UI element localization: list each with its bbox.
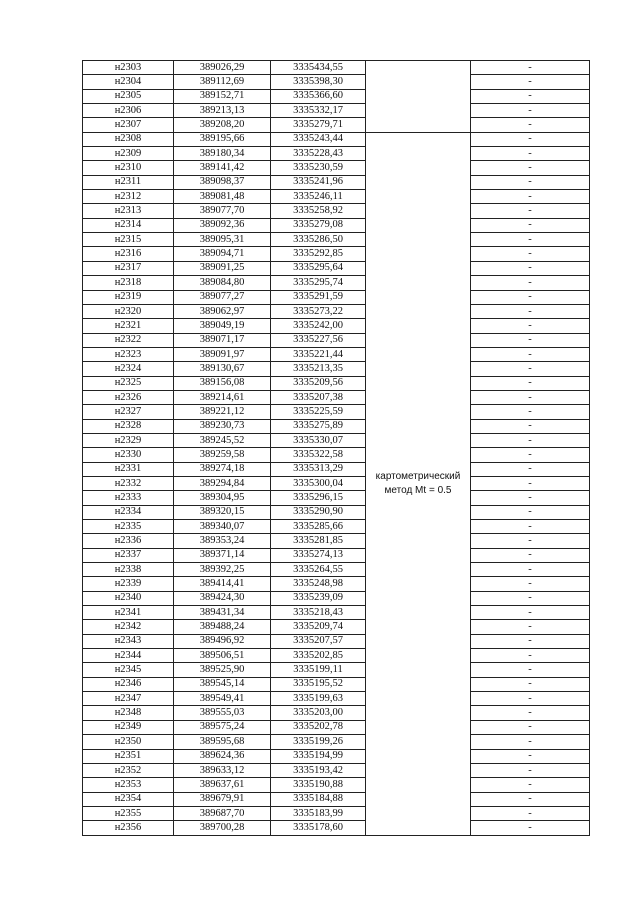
accuracy-cell: - [471, 261, 590, 275]
accuracy-cell: - [471, 276, 590, 290]
y-coordinate-cell: 3335279,71 [271, 118, 366, 132]
point-name-cell: н2322 [83, 333, 174, 347]
y-coordinate-cell: 3335366,60 [271, 89, 366, 103]
x-coordinate-cell: 389081,48 [174, 190, 271, 204]
y-coordinate-cell: 3335178,60 [271, 821, 366, 835]
x-coordinate-cell: 389392,25 [174, 563, 271, 577]
point-name-cell: н2350 [83, 735, 174, 749]
table-row [83, 276, 590, 290]
accuracy-cell: - [471, 132, 590, 146]
y-coordinate-cell: 3335202,85 [271, 649, 366, 663]
table-row [83, 132, 590, 146]
point-name-cell: н2351 [83, 749, 174, 763]
point-name-cell: н2342 [83, 620, 174, 634]
accuracy-cell: - [471, 347, 590, 361]
accuracy-cell: - [471, 462, 590, 476]
accuracy-cell: - [471, 534, 590, 548]
table-row [83, 491, 590, 505]
y-coordinate-cell: 3335242,00 [271, 319, 366, 333]
point-name-cell: н2307 [83, 118, 174, 132]
x-coordinate-cell: 389213,13 [174, 104, 271, 118]
y-coordinate-cell: 3335300,04 [271, 476, 366, 490]
y-coordinate-cell: 3335330,07 [271, 433, 366, 447]
table-row [83, 476, 590, 490]
x-coordinate-cell: 389156,08 [174, 376, 271, 390]
accuracy-cell: - [471, 233, 590, 247]
table-row [83, 778, 590, 792]
point-name-cell: н2310 [83, 161, 174, 175]
point-name-cell: н2347 [83, 692, 174, 706]
y-coordinate-cell: 3335218,43 [271, 606, 366, 620]
table-row [83, 692, 590, 706]
table-row [83, 319, 590, 333]
x-coordinate-cell: 389414,41 [174, 577, 271, 591]
method-cell: картометрический метод Mt = 0.5 [366, 132, 471, 835]
table-row [83, 390, 590, 404]
point-name-cell: н2325 [83, 376, 174, 390]
x-coordinate-cell: 389431,34 [174, 606, 271, 620]
table-row [83, 405, 590, 419]
x-coordinate-cell: 389424,30 [174, 591, 271, 605]
accuracy-cell: - [471, 806, 590, 820]
y-coordinate-cell: 3335275,89 [271, 419, 366, 433]
point-name-cell: н2337 [83, 548, 174, 562]
x-coordinate-cell: 389152,71 [174, 89, 271, 103]
x-coordinate-cell: 389371,14 [174, 548, 271, 562]
point-name-cell: н2314 [83, 218, 174, 232]
point-name-cell: н2333 [83, 491, 174, 505]
y-coordinate-cell: 3335183,99 [271, 806, 366, 820]
accuracy-cell: - [471, 548, 590, 562]
table-row [83, 763, 590, 777]
point-name-cell: н2328 [83, 419, 174, 433]
accuracy-cell: - [471, 720, 590, 734]
point-name-cell: н2324 [83, 362, 174, 376]
accuracy-cell: - [471, 118, 590, 132]
table-row [83, 190, 590, 204]
x-coordinate-cell: 389575,24 [174, 720, 271, 734]
x-coordinate-cell: 389092,36 [174, 218, 271, 232]
x-coordinate-cell: 389294,84 [174, 476, 271, 490]
point-name-cell: н2355 [83, 806, 174, 820]
accuracy-cell: - [471, 448, 590, 462]
x-coordinate-cell: 389112,69 [174, 75, 271, 89]
y-coordinate-cell: 3335241,96 [271, 175, 366, 189]
point-name-cell: н2330 [83, 448, 174, 462]
table-row [83, 634, 590, 648]
y-coordinate-cell: 3335199,26 [271, 735, 366, 749]
point-name-cell: н2356 [83, 821, 174, 835]
table-row [83, 706, 590, 720]
y-coordinate-cell: 3335213,35 [271, 362, 366, 376]
y-coordinate-cell: 3335221,44 [271, 347, 366, 361]
x-coordinate-cell: 389525,90 [174, 663, 271, 677]
point-name-cell: н2313 [83, 204, 174, 218]
point-name-cell: н2348 [83, 706, 174, 720]
table-row [83, 347, 590, 361]
table-row [83, 75, 590, 89]
y-coordinate-cell: 3335209,56 [271, 376, 366, 390]
table-row [83, 376, 590, 390]
accuracy-cell: - [471, 663, 590, 677]
table-row [83, 792, 590, 806]
y-coordinate-cell: 3335434,55 [271, 61, 366, 75]
accuracy-cell: - [471, 649, 590, 663]
x-coordinate-cell: 389098,37 [174, 175, 271, 189]
point-name-cell: н2331 [83, 462, 174, 476]
x-coordinate-cell: 389091,97 [174, 347, 271, 361]
y-coordinate-cell: 3335190,88 [271, 778, 366, 792]
accuracy-cell: - [471, 147, 590, 161]
table-row [83, 505, 590, 519]
x-coordinate-cell: 389545,14 [174, 677, 271, 691]
table-row [83, 462, 590, 476]
accuracy-cell: - [471, 491, 590, 505]
x-coordinate-cell: 389077,70 [174, 204, 271, 218]
table-row [83, 548, 590, 562]
accuracy-cell: - [471, 362, 590, 376]
point-name-cell: н2329 [83, 433, 174, 447]
x-coordinate-cell: 389141,42 [174, 161, 271, 175]
table-row [83, 89, 590, 103]
point-name-cell: н2304 [83, 75, 174, 89]
accuracy-cell: - [471, 247, 590, 261]
accuracy-cell: - [471, 75, 590, 89]
point-name-cell: н2319 [83, 290, 174, 304]
y-coordinate-cell: 3335295,64 [271, 261, 366, 275]
table-row [83, 591, 590, 605]
table-row [83, 677, 590, 691]
x-coordinate-cell: 389549,41 [174, 692, 271, 706]
x-coordinate-cell: 389496,92 [174, 634, 271, 648]
x-coordinate-cell: 389506,51 [174, 649, 271, 663]
accuracy-cell: - [471, 606, 590, 620]
y-coordinate-cell: 3335246,11 [271, 190, 366, 204]
accuracy-cell: - [471, 433, 590, 447]
table-row [83, 218, 590, 232]
table-row [83, 290, 590, 304]
point-name-cell: н2346 [83, 677, 174, 691]
accuracy-cell: - [471, 735, 590, 749]
table-row [83, 419, 590, 433]
accuracy-cell: - [471, 333, 590, 347]
table-row [83, 433, 590, 447]
x-coordinate-cell: 389245,52 [174, 433, 271, 447]
accuracy-cell: - [471, 520, 590, 534]
y-coordinate-cell: 3335227,56 [271, 333, 366, 347]
table-row [83, 118, 590, 132]
point-name-cell: н2316 [83, 247, 174, 261]
accuracy-cell: - [471, 390, 590, 404]
point-name-cell: н2341 [83, 606, 174, 620]
table-row [83, 749, 590, 763]
y-coordinate-cell: 3335207,57 [271, 634, 366, 648]
point-name-cell: н2323 [83, 347, 174, 361]
y-coordinate-cell: 3335332,17 [271, 104, 366, 118]
point-name-cell: н2326 [83, 390, 174, 404]
point-name-cell: н2332 [83, 476, 174, 490]
accuracy-cell: - [471, 218, 590, 232]
table-row [83, 147, 590, 161]
accuracy-cell: - [471, 692, 590, 706]
accuracy-cell: - [471, 419, 590, 433]
table-row [83, 261, 590, 275]
point-name-cell: н2305 [83, 89, 174, 103]
y-coordinate-cell: 3335290,90 [271, 505, 366, 519]
y-coordinate-cell: 3335199,11 [271, 663, 366, 677]
table-row [83, 663, 590, 677]
x-coordinate-cell: 389304,95 [174, 491, 271, 505]
point-name-cell: н2339 [83, 577, 174, 591]
table-row [83, 720, 590, 734]
point-name-cell: н2321 [83, 319, 174, 333]
point-name-cell: н2308 [83, 132, 174, 146]
x-coordinate-cell: 389340,07 [174, 520, 271, 534]
x-coordinate-cell: 389094,71 [174, 247, 271, 261]
point-name-cell: н2336 [83, 534, 174, 548]
accuracy-cell: - [471, 161, 590, 175]
accuracy-cell: - [471, 778, 590, 792]
table-row [83, 577, 590, 591]
accuracy-cell: - [471, 591, 590, 605]
accuracy-cell: - [471, 376, 590, 390]
x-coordinate-cell: 389084,80 [174, 276, 271, 290]
y-coordinate-cell: 3335273,22 [271, 304, 366, 318]
y-coordinate-cell: 3335202,78 [271, 720, 366, 734]
coordinates-table-body [83, 61, 590, 836]
y-coordinate-cell: 3335199,63 [271, 692, 366, 706]
x-coordinate-cell: 389259,58 [174, 448, 271, 462]
y-coordinate-cell: 3335296,15 [271, 491, 366, 505]
accuracy-cell: - [471, 89, 590, 103]
point-name-cell: н2353 [83, 778, 174, 792]
point-name-cell: н2317 [83, 261, 174, 275]
y-coordinate-cell: 3335295,74 [271, 276, 366, 290]
x-coordinate-cell: 389026,29 [174, 61, 271, 75]
accuracy-cell: - [471, 104, 590, 118]
x-coordinate-cell: 389180,34 [174, 147, 271, 161]
y-coordinate-cell: 3335292,85 [271, 247, 366, 261]
y-coordinate-cell: 3335279,08 [271, 218, 366, 232]
table-row [83, 204, 590, 218]
point-name-cell: н2340 [83, 591, 174, 605]
x-coordinate-cell: 389091,25 [174, 261, 271, 275]
table-row [83, 735, 590, 749]
y-coordinate-cell: 3335264,55 [271, 563, 366, 577]
accuracy-cell: - [471, 290, 590, 304]
accuracy-cell: - [471, 677, 590, 691]
point-name-cell: н2354 [83, 792, 174, 806]
point-name-cell: н2303 [83, 61, 174, 75]
accuracy-cell: - [471, 190, 590, 204]
point-name-cell: н2318 [83, 276, 174, 290]
accuracy-cell: - [471, 634, 590, 648]
y-coordinate-cell: 3335285,66 [271, 520, 366, 534]
y-coordinate-cell: 3335203,00 [271, 706, 366, 720]
y-coordinate-cell: 3335230,59 [271, 161, 366, 175]
accuracy-cell: - [471, 821, 590, 835]
point-name-cell: н2327 [83, 405, 174, 419]
y-coordinate-cell: 3335258,92 [271, 204, 366, 218]
accuracy-cell: - [471, 175, 590, 189]
y-coordinate-cell: 3335291,59 [271, 290, 366, 304]
x-coordinate-cell: 389077,27 [174, 290, 271, 304]
x-coordinate-cell: 389555,03 [174, 706, 271, 720]
x-coordinate-cell: 389637,61 [174, 778, 271, 792]
table-row [83, 247, 590, 261]
y-coordinate-cell: 3335243,44 [271, 132, 366, 146]
point-name-cell: н2320 [83, 304, 174, 318]
accuracy-cell: - [471, 304, 590, 318]
x-coordinate-cell: 389214,61 [174, 390, 271, 404]
table-row [83, 606, 590, 620]
x-coordinate-cell: 389700,28 [174, 821, 271, 835]
x-coordinate-cell: 389095,31 [174, 233, 271, 247]
point-name-cell: н2311 [83, 175, 174, 189]
y-coordinate-cell: 3335194,99 [271, 749, 366, 763]
point-name-cell: н2309 [83, 147, 174, 161]
x-coordinate-cell: 389062,97 [174, 304, 271, 318]
x-coordinate-cell: 389221,12 [174, 405, 271, 419]
x-coordinate-cell: 389679,91 [174, 792, 271, 806]
y-coordinate-cell: 3335281,85 [271, 534, 366, 548]
table-row [83, 61, 590, 75]
x-coordinate-cell: 389049,19 [174, 319, 271, 333]
y-coordinate-cell: 3335184,88 [271, 792, 366, 806]
y-coordinate-cell: 3335207,38 [271, 390, 366, 404]
y-coordinate-cell: 3335248,98 [271, 577, 366, 591]
x-coordinate-cell: 389130,67 [174, 362, 271, 376]
point-name-cell: н2312 [83, 190, 174, 204]
y-coordinate-cell: 3335398,30 [271, 75, 366, 89]
table-row [83, 175, 590, 189]
table-row [83, 333, 590, 347]
point-name-cell: н2335 [83, 520, 174, 534]
table-row [83, 520, 590, 534]
x-coordinate-cell: 389353,24 [174, 534, 271, 548]
point-name-cell: н2349 [83, 720, 174, 734]
point-name-cell: н2306 [83, 104, 174, 118]
point-name-cell: н2334 [83, 505, 174, 519]
method-cell-empty [366, 61, 471, 133]
accuracy-cell: - [471, 563, 590, 577]
y-coordinate-cell: 3335228,43 [271, 147, 366, 161]
accuracy-cell: - [471, 476, 590, 490]
y-coordinate-cell: 3335286,50 [271, 233, 366, 247]
point-name-cell: н2344 [83, 649, 174, 663]
accuracy-cell: - [471, 204, 590, 218]
y-coordinate-cell: 3335195,52 [271, 677, 366, 691]
table-row [83, 534, 590, 548]
table-row [83, 448, 590, 462]
table-row [83, 821, 590, 835]
coordinates-sheet [82, 60, 590, 836]
y-coordinate-cell: 3335322,58 [271, 448, 366, 462]
x-coordinate-cell: 389687,70 [174, 806, 271, 820]
x-coordinate-cell: 389195,66 [174, 132, 271, 146]
table-row [83, 806, 590, 820]
x-coordinate-cell: 389624,36 [174, 749, 271, 763]
accuracy-cell: - [471, 706, 590, 720]
point-name-cell: н2315 [83, 233, 174, 247]
table-row [83, 304, 590, 318]
y-coordinate-cell: 3335239,09 [271, 591, 366, 605]
accuracy-cell: - [471, 620, 590, 634]
x-coordinate-cell: 389320,15 [174, 505, 271, 519]
x-coordinate-cell: 389274,18 [174, 462, 271, 476]
accuracy-cell: - [471, 505, 590, 519]
accuracy-cell: - [471, 61, 590, 75]
accuracy-cell: - [471, 763, 590, 777]
x-coordinate-cell: 389595,68 [174, 735, 271, 749]
point-name-cell: н2338 [83, 563, 174, 577]
accuracy-cell: - [471, 319, 590, 333]
table-row [83, 563, 590, 577]
x-coordinate-cell: 389633,12 [174, 763, 271, 777]
y-coordinate-cell: 3335225,59 [271, 405, 366, 419]
accuracy-cell: - [471, 577, 590, 591]
accuracy-cell: - [471, 792, 590, 806]
point-name-cell: н2345 [83, 663, 174, 677]
y-coordinate-cell: 3335193,42 [271, 763, 366, 777]
accuracy-cell: - [471, 749, 590, 763]
table-row [83, 362, 590, 376]
accuracy-cell: - [471, 405, 590, 419]
table-row [83, 104, 590, 118]
x-coordinate-cell: 389230,73 [174, 419, 271, 433]
y-coordinate-cell: 3335313,29 [271, 462, 366, 476]
coordinates-table [82, 60, 590, 836]
x-coordinate-cell: 389488,24 [174, 620, 271, 634]
table-row [83, 620, 590, 634]
x-coordinate-cell: 389071,17 [174, 333, 271, 347]
table-row [83, 161, 590, 175]
point-name-cell: н2352 [83, 763, 174, 777]
table-row [83, 233, 590, 247]
table-row [83, 649, 590, 663]
point-name-cell: н2343 [83, 634, 174, 648]
x-coordinate-cell: 389208,20 [174, 118, 271, 132]
y-coordinate-cell: 3335209,74 [271, 620, 366, 634]
y-coordinate-cell: 3335274,13 [271, 548, 366, 562]
